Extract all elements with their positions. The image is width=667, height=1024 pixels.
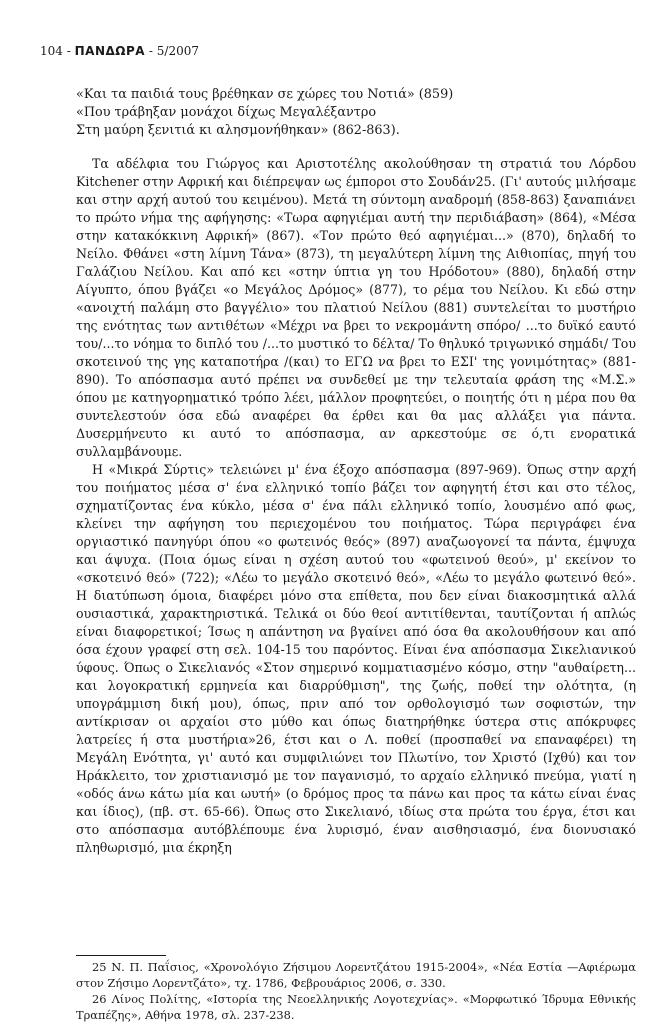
body-text: [76, 155, 636, 857]
footnote: 25 Ν. Π. Παΐσιος, «Χρονολόγιο Ζήσιμου Λορεντζάτου 1915-2004», «Νέα Εστία —Αφιέρωμα στον Ζήσιμο Λορεντζάτο», τχ. 1786, Φεβρουάριος 2006, σ. 330.: [76, 960, 636, 990]
journal-logo: ΠΑΝΔΩΡΑ: [74, 44, 146, 58]
running-header: [40, 44, 199, 58]
poem-line: Στη μαύρη ξενιτιά κι αλησμονήθηκαν» (862-863).: [76, 123, 400, 138]
footnote: 26 Λίνος Πολίτης, «Ιστορία της Νεοελληνικής Λογοτεχνίας». «Μορφωτικό Ίδρυμα Εθνικής Τραπέζης», Αθήνα 1978, σλ. 237-238.: [76, 992, 636, 1022]
footnotes: [76, 959, 636, 1023]
poem-line: «Και τα παιδιά τους βρέθηκαν σε χώρες του Νοτιά» (859): [76, 87, 454, 102]
poem-line: «Που τράβηξαν μονάχοι δίχως Μεγαλέξαντρο: [76, 105, 377, 120]
issue-number: 5/2007: [156, 44, 199, 58]
header-separator: -: [66, 44, 75, 58]
header-separator: -: [148, 44, 157, 58]
page-number: 104: [40, 44, 63, 58]
paragraph: Τα αδέλφια του Γιώργος και Αριστοτέλης ακολούθησαν τη στρατιά του Λόρδου Kitchener στην Αφρική και διέπρεψαν ως έμποροι στο Σουδάν25. (Γι' αυτούς μιλήσαμε και στην αρχή αυτού του κειμένου). Μετά τη σύντομη αναδρομή (858-863) ξαναπιάνει το πρώτο νήμα της αφήγησης: «Τωρα αφηγιέμαι αυτή την περιδιάβαση» (864), «Μέσα στην κατακόκκινη Αφρική» (867). «Τον πρώτο θεό αφηγιέμαι...» (870), δηλαδή το Νείλο. Φθάνει «στη λίμνη Τάνα» (873), τη μεγαλύτερη λίμνη της Αιθιοπίας, πηγή του Γαλάζιου Νείλου. Και από κει «στην ύπτια γη του Ηρόδοτου» (880), δηλαδή στην Αίγυπτο, όπου βγάζει «ο Μεγάλος Δρόμος» (877), το ρέμα του Νείλου. Κι εδώ στην «ανοιχτή παλάμη στο βαγγέλιο» του πλατιού Νείλου (881) συντελείται το μυστήριο της ενότητας των αντιθέτων «Μέχρι να βρει το νεκρομάντη σπόρο/ ...το δυϊκό εαυτό του/...το νόημα το διπλό του /...το μυστικό το δέλτα/ Το θηλυκό τριγωνικό σημάδι/ Του σκοτεινού της γης καταποτήρα /(και) το ΕΓΩ να βρει το ΕΣΙ' της γονιμότητας» (881-890). Το απόσπασμα αυτό πρέπει να συνδεθεί με την τελευταία φράση της «Μ.Σ.» όπου με κατηγορηματικό τρόπο λέει, μάλλον προφητεύει, ο ποιητής ότι η μέρα που θα συντελεστούν όσα εδώ αναφέρει θα έρθει και θα μας αλλάξει για πάντα. Δυσερμήνευτο κι αυτό το απόσπασμα, αν αρκεστούμε σε ό,τι ενορατικά συλλαμβάνουμε.: [76, 156, 636, 459]
paragraph: Η «Μικρά Σύρτις» τελειώνει μ' ένα έξοχο απόσπασμα (897-969). Όπως στην αρχή του ποιήματος μέσα σ' ένα ελληνικό τοπίο βάζει τον αφηγητή έτσι και στο τέλος, σχηματίζοντας ένα κύκλο, μέσα σ' ένα πάλι ελληνικό τοπίο, λουσμένο από φως, κλείνει την αφήγηση του περιεχομένου του ποιήματος. Τώρα περιγράφει ένα οργιαστικό πανηγύρι όπου «ο φωτεινός θεός» (897) αναζωογονεί τα πάντα, έμψυχα και άψυχα. (Ποια όμως είναι η σχέση αυτού του «φωτεινού θεού», μ' εκείνον το «σκοτεινό θεό» (722); «Λέω το μεγάλο σκοτεινό θεό», «Λέω το μεγάλο φωτεινό θεό». Η διατύπωση όμοια, διαφέρει μόνο στα επίθετα, που δεν είναι διακοσμητικά αλλά ουσιαστικά, χαρακτηριστικά. Τελικά οι δύο θεοί αντιτίθενται, ταυτίζονται ή απλώς είναι διαφορετικοί; Ίσως η απάντηση να βγαίνει από όσα θα ακολουθήσουν και από όσα έχουν γραφεί στη σελ. 104-15 του παρόντος. Είναι ένα απόσπασμα Σικελιανικού ύφους. Όπως ο Σικελιανός «Στον σημερινό κομματιασμένο κόσμο, στην "αυθαίρετη... και λογοκρατική ερμηνεία και διαρρύθμιση", της ζωής, ποθεί την ολότητα, (η υπογράμμιση δική μου), όπως, πριν από τον ορθολογισμό των σοφιστών, την αντίκρισαν οι αρχαίοι στο μύθο και όπως διατηρήθηκε ύστερα στις απόκρυφες λατρείες ή στα μυστήρια»26, έτσι και ο Λ. ποθεί (προσπαθεί να επαναφέρει) τη Μεγάλη Ενότητα, γι' αυτό και συμφιλιώνει τον Πλωτίνο, τον Χριστό (Ιχθύ) και τον Ηράκλειτο, τον χριστιανισμό με τον παγανισμό, το αρχαίο ελληνικό πνεύμα, γιατί η «οδός άνω κάτω μία και ωυτή» (ο δρόμος προς τα πάνω και προς τα κάτω είναι ένας και ίδιος), (πβ. στ. 65-66). Όπως στο Σικελιανό, ιδίως στα πρώτα του έργα, έτσι και στο απόσπασμα αυτόβλέπουμε ένα λυρισμό, έναν αισθησιασμό, ένα διονυσιακό πληθωρισμό, μια έκρηξη: [76, 462, 636, 855]
poem-quotation: [76, 86, 636, 140]
footnote-rule: [76, 955, 166, 956]
